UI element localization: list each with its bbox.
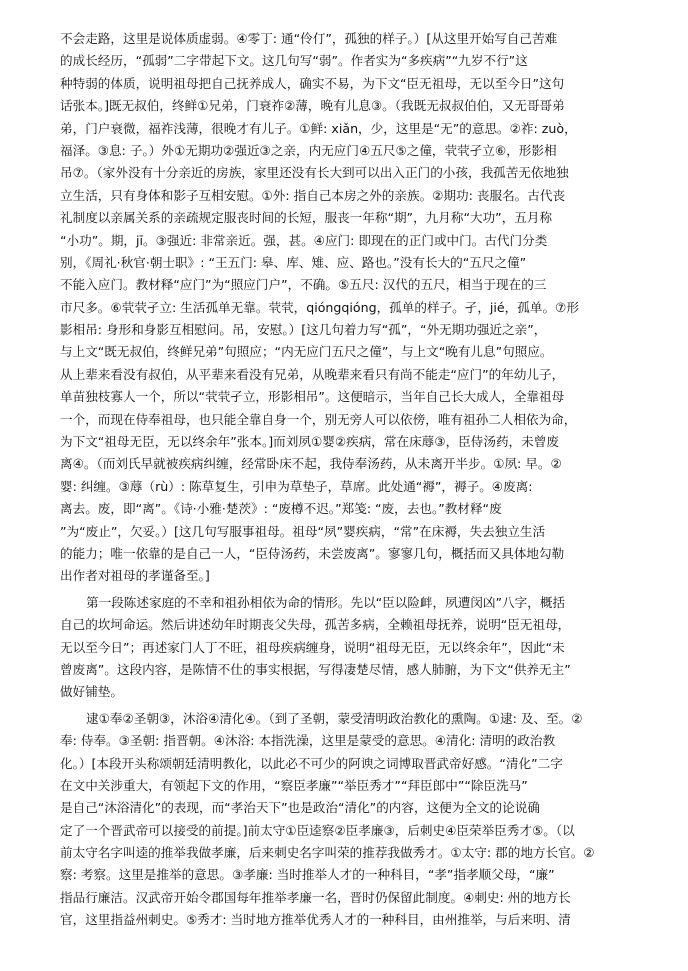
text-line: 察: 考察。这里是推举的意思。③孝廉: 当时推举人才的一种科目，“孝”指孝顺父母，“廉” — [60, 867, 555, 883]
text-line: 市尺多。⑥茕茕孑立: 生活孤单无靠。茕茕，qióngqióng，孤单的样子。孑，jié，孤单。⑦形 — [60, 299, 579, 315]
text-line: 立生活，只有身体和影子互相安慰。①外: 指自己本房之外的亲族。②期功: 丧服名。古代丧 — [60, 187, 566, 203]
text-line: 单苗独枝寡人一个，所以“茕茕孑立，形影相吊”。这便暗示，当年自己长大成人，全靠祖母 — [60, 389, 565, 405]
text-line: 化。）[本段开头称颂朝廷清明教化，以此必不可少的阿谀之词博取晋武帝好感。“清化”二字 — [60, 755, 563, 771]
text-line: 不能入应门。教材释“应门”为“照应门户”，不确。⑤五尺: 汉代的五尺，相当于现在的三 — [60, 277, 547, 293]
text-line: 前太守名字叫逵的推举我做孝廉，后来刺史名字叫荣的推荐我做秀才。①太守: 郡的地方长官。② — [60, 845, 595, 861]
text-line: 第一段陈述家庭的不幸和祖孙相依为命的情形。先以“臣以险衅，夙遭闵凶”八字，概括 — [86, 594, 566, 610]
text-line: 别，《周礼·秋官·朝士职》: “王五门: 皋、库、雉、应、路也。”没有长大的“五尺之僮” — [60, 254, 527, 270]
text-line: 出作者对祖母的孝谨备至。] — [60, 568, 210, 584]
text-line: 种特弱的体质，说明祖母把自己抚养成人，确实不易，为下文“臣无祖母，无以至今日”这句 — [60, 75, 565, 91]
text-line: 弟，门户衰微，福祚浅薄，很晚才有儿子。①鲜: xiǎn，少，这里是“无”的意思。②祚: zuò， — [60, 120, 577, 136]
text-line: 逮①奉②圣朝③，沐浴④清化④。（到了圣朝，蒙受清明政治教化的熏陶。①逮: 及、至。② — [86, 710, 583, 726]
text-line: ”为“废止”，欠妥。）[这几句写服事祖母。祖母“夙”婴疾病，“常”在床褥，失去独立生活 — [60, 523, 546, 539]
text-line: 的能力；唯一依靠的是自己一人，“臣侍汤药，未尝废离”。寥寥几句，概括而又具体地勾勒 — [60, 545, 565, 561]
text-line: 做好铺垫。 — [60, 684, 123, 700]
text-line: 离④。（而刘氏早就被疾病纠缠，经常卧床不起，我侍奉汤药，从未离开半步。①夙: 早。② — [60, 456, 562, 472]
text-line: 是自己“沐浴清化”的表现，而“孝治天下”也是政治“清化”的内容，这便为全文的论说确 — [60, 800, 540, 816]
text-line: 指品行廉洁。汉武帝开始令郡国每年推举孝廉一名，晋时仍保留此制度。④刺史: 州的地方长 — [60, 889, 571, 905]
text-line: 福泽。③息: 子。）外①无期功②强近③之亲，内无应门④五尺⑤之僮，茕茕孑立⑥，形影相 — [60, 142, 557, 158]
text-line: 曾废离”。这段内容，是陈情不仕的事实根据，写得凄楚尽情，感人肺腑，为下文“供养无主” — [60, 661, 571, 677]
text-line: 话张本。]既无叔伯，终鲜①兄弟，门衰祚②薄，晚有儿息③。（我既无叔叔伯伯，又无哥哥弟 — [60, 98, 565, 114]
text-line: 在文中关涉重大，有领起下文的作用，“察臣孝廉”“举臣秀才”“拜臣郎中”“除臣洗马” — [60, 777, 528, 793]
text-line: 奉: 侍奉。③圣朝: 指晋朝。④沐浴: 本指洗澡，这里是蒙受的意思。④清化: 清明的政治教 — [60, 733, 556, 749]
text-line: 定了一个晋武帝可以接受的前提。]前太守①臣逵察②臣孝廉③，后刺史④臣荣举臣秀才⑤。（以 — [60, 822, 575, 838]
text-line: 吊⑦。（家外没有十分亲近的房族，家里还没有长大到可以出入正门的小孩，我孤苦无依地独 — [60, 165, 569, 181]
text-line: 从上辈来看没有叔伯，从平辈来看没有兄弟，从晚辈来看只有尚不能走“应门”的年幼儿子， — [60, 366, 565, 382]
text-line: 一个，而现在侍奉祖母，也只能全靠自身一个，别无旁人可以依傍，唯有祖孙二人相依为命， — [60, 411, 577, 427]
text-line: 婴: 纠缠。③蓐（rù）: 陈草复生，引申为草垫子，草席。此处通“褥”，褥子。④废离: — [60, 478, 533, 494]
text-line: “小功”。期，jī。③强近: 非常亲近。强，甚。④应门: 即现在的正门或中门。古代门分类 — [60, 232, 548, 248]
text-line: 官，这里指益州刺史。⑤秀才: 当时地方推举优秀人才的一种科目，由州推举，与后来明、清 — [60, 912, 571, 928]
text-line: 无以至今日”；再述家门人丁不旺，祖母疾病缠身，说明“祖母无臣，无以终余年”，因此“未 — [60, 639, 565, 655]
text-line: 礼制度以亲属关系的亲疏规定服丧时间的长短，服丧一年称“期”，九月称“大功”，五月称 — [60, 210, 553, 226]
text-line: 的成长经历，“孤弱”二字带起下文。这几句写“弱”。作者实为“多疾病”“九岁不行”这 — [60, 53, 528, 69]
text-line: 与上文“既无叔伯，终鲜兄弟”句照应；“内无应门五尺之僮”，与上文“晚有儿息”句照应。 — [60, 344, 553, 360]
text-line: 影相吊: 身形和身影互相慰问。吊，安慰。）[这几句着力写“孤”，“外无期功强近之亲”， — [60, 322, 547, 338]
text-line: 离去。废，即“离”。《诗·小雅·楚茨》: “废樽不迟。”郑笺: “废，去也。”教材释“废 — [60, 501, 502, 517]
text-line: 不会走路，这里是说体质虚弱。④零丁: 通“伶仃”，孤独的样子。）[从这里开始写自己苦难 — [60, 31, 558, 46]
text-line: 为下文“祖母无臣，无以终余年”张本。]而刘夙①婴②疾病，常在床蓐③，臣侍汤药，未曾废 — [60, 434, 559, 450]
text-line: 自己的坎坷命运。然后讲述幼年时期丧父失母，孤苦多病，全赖祖母抚养，说明“臣无祖母， — [60, 617, 571, 633]
